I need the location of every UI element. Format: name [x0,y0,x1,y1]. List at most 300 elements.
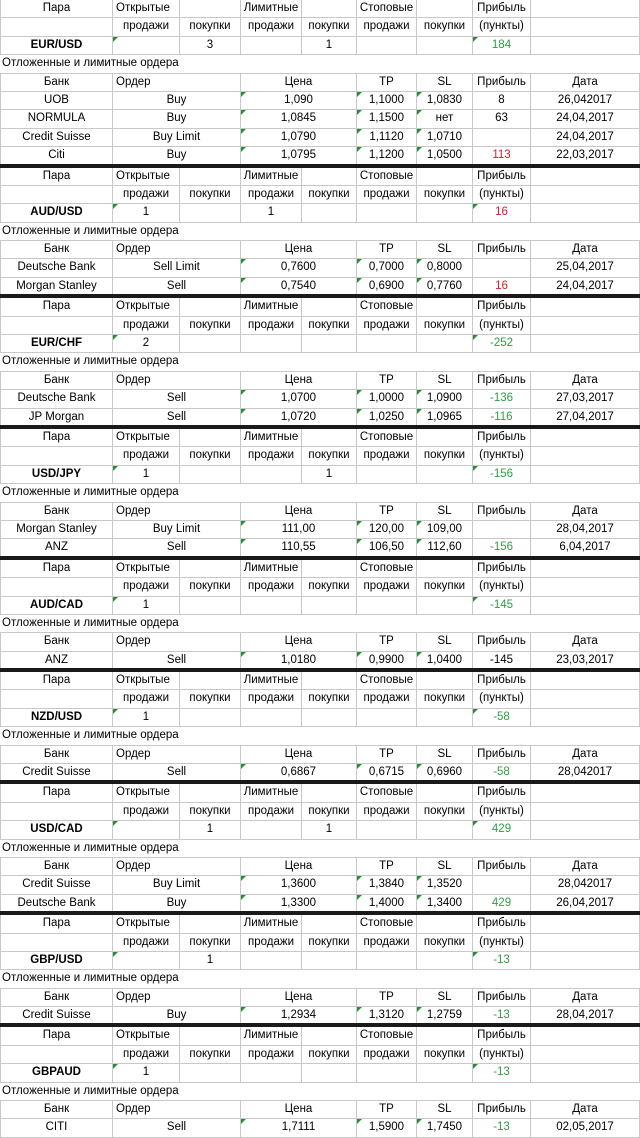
summary-profit[interactable]: -58 [473,709,531,726]
header-cell[interactable] [531,186,640,203]
header-profit[interactable]: Прибыль [473,298,531,315]
order-tp[interactable]: 0,9900 [357,652,417,668]
header-order-profit[interactable]: Прибыль [473,241,531,258]
stop-sell-count[interactable] [357,37,417,54]
header-date[interactable]: Дата [531,989,640,1006]
header-order[interactable]: Ордер [113,858,241,875]
header-cell[interactable] [417,429,473,446]
summary-cell[interactable] [531,597,640,614]
header-cell[interactable] [302,168,357,185]
order-profit[interactable]: 63 [473,110,531,127]
header-price[interactable]: Цена [241,241,357,258]
header-date[interactable]: Дата [531,503,640,520]
header-bank[interactable]: Банк [0,633,113,650]
header-open-sell[interactable]: продажи [113,1046,180,1063]
order-sl[interactable]: 1,3400 [417,895,473,911]
header-cell[interactable] [531,429,640,446]
header-open-sell[interactable]: продажи [113,934,180,951]
header-points[interactable]: (пункты) [473,317,531,334]
order-price[interactable]: 1,0795 [241,147,357,163]
order-tp[interactable]: 1,0000 [357,390,417,407]
header-cell[interactable] [0,18,113,35]
stop-buy-count[interactable] [417,37,473,54]
order-bank[interactable]: Credit Suisse [0,764,113,780]
header-cell[interactable] [302,672,357,689]
order-profit[interactable]: -145 [473,652,531,668]
header-bank[interactable]: Банк [0,858,113,875]
order-date[interactable]: 6,04,2017 [531,539,640,555]
header-sl[interactable]: SL [417,74,473,91]
limit-sell-count[interactable] [241,821,302,838]
header-cell[interactable] [302,915,357,932]
header-profit[interactable]: Прибыль [473,672,531,689]
header-limit-sell[interactable]: продажи [241,934,302,951]
header-cell[interactable] [531,915,640,932]
order-bank[interactable]: JP Morgan [0,409,113,425]
header-open[interactable]: Открытые [113,0,180,17]
header-limit-buy[interactable]: покупки [302,690,357,707]
order-date[interactable]: 24,04,2017 [531,110,640,127]
order-bank[interactable]: CITI [0,1119,113,1136]
open-sell-count[interactable]: 1 [113,1064,180,1081]
header-order[interactable]: Ордер [113,372,241,389]
order-price[interactable]: 0,6867 [241,764,357,780]
order-date[interactable]: 27,04,2017 [531,409,640,425]
header-order[interactable]: Ордер [113,74,241,91]
header-stop[interactable]: Стоповые [357,784,417,801]
header-date[interactable]: Дата [531,858,640,875]
header-cell[interactable] [0,317,113,334]
header-open-sell[interactable]: продажи [113,690,180,707]
open-sell-count[interactable]: 1 [113,709,180,726]
header-tp[interactable]: TP [357,1101,417,1118]
open-buy-count[interactable] [180,1064,241,1081]
order-tp[interactable]: 1,1200 [357,147,417,163]
header-cell[interactable] [531,317,640,334]
order-tp[interactable]: 1,5900 [357,1119,417,1136]
header-cell[interactable] [531,803,640,820]
header-open-sell[interactable]: продажи [113,447,180,464]
limit-buy-count[interactable] [302,335,357,352]
header-open-buy[interactable]: покупки [180,803,241,820]
header-open-buy[interactable]: покупки [180,934,241,951]
order-profit[interactable] [473,876,531,893]
header-order-profit[interactable]: Прибыль [473,372,531,389]
header-stop-sell[interactable]: продажи [357,186,417,203]
header-points[interactable]: (пункты) [473,934,531,951]
order-bank[interactable]: Morgan Stanley [0,521,113,538]
order-date[interactable]: 26,042017 [531,92,640,109]
order-profit[interactable]: -116 [473,409,531,425]
order-profit[interactable] [473,521,531,538]
summary-profit[interactable]: 429 [473,821,531,838]
stop-sell-count[interactable] [357,952,417,969]
header-cell[interactable] [531,934,640,951]
header-cell[interactable] [531,1027,640,1044]
order-bank[interactable]: ANZ [0,652,113,668]
order-tp[interactable]: 0,7000 [357,259,417,276]
header-profit[interactable]: Прибыль [473,429,531,446]
header-price[interactable]: Цена [241,989,357,1006]
header-sl[interactable]: SL [417,746,473,763]
summary-cell[interactable] [531,37,640,54]
order-type[interactable]: Sell [113,409,241,425]
header-bank[interactable]: Банк [0,989,113,1006]
order-type[interactable]: Buy [113,147,241,163]
limit-sell-count[interactable] [241,952,302,969]
header-cell[interactable] [531,672,640,689]
header-cell[interactable] [531,168,640,185]
header-limit-sell[interactable]: продажи [241,18,302,35]
header-limit-buy[interactable]: покупки [302,578,357,595]
header-bank[interactable]: Банк [0,74,113,91]
order-tp[interactable]: 1,1000 [357,92,417,109]
header-open-sell[interactable]: продажи [113,186,180,203]
header-stop-buy[interactable]: покупки [417,18,473,35]
summary-cell[interactable] [531,204,640,221]
order-type[interactable]: Buy Limit [113,876,241,893]
order-date[interactable]: 26,04,2017 [531,895,640,911]
header-stop-buy[interactable]: покупки [417,317,473,334]
pair-name[interactable]: USD/JPY [0,466,113,483]
header-cell[interactable] [302,429,357,446]
header-profit[interactable]: Прибыль [473,0,531,17]
header-cell[interactable] [417,298,473,315]
header-open[interactable]: Открытые [113,784,180,801]
header-points[interactable]: (пункты) [473,447,531,464]
summary-cell[interactable] [531,821,640,838]
header-price[interactable]: Цена [241,633,357,650]
order-sl[interactable]: 109,00 [417,521,473,538]
header-limit-sell[interactable]: продажи [241,447,302,464]
header-stop-sell[interactable]: продажи [357,934,417,951]
order-price[interactable]: 1,3300 [241,895,357,911]
order-profit[interactable] [473,259,531,276]
header-tp[interactable]: TP [357,372,417,389]
header-pair[interactable]: Пара [0,915,113,932]
limit-buy-count[interactable] [302,204,357,221]
header-price[interactable]: Цена [241,372,357,389]
order-bank[interactable]: UOB [0,92,113,109]
header-stop-sell[interactable]: продажи [357,578,417,595]
header-open[interactable]: Открытые [113,672,180,689]
header-tp[interactable]: TP [357,858,417,875]
open-sell-count[interactable] [113,952,180,969]
header-open[interactable]: Открытые [113,560,180,577]
header-limit-buy[interactable]: покупки [302,186,357,203]
header-date[interactable]: Дата [531,633,640,650]
pair-name[interactable]: GBP/USD [0,952,113,969]
limit-buy-count[interactable] [302,1064,357,1081]
header-open-sell[interactable]: продажи [113,317,180,334]
header-points[interactable]: (пункты) [473,186,531,203]
order-tp[interactable]: 1,3840 [357,876,417,893]
header-profit[interactable]: Прибыль [473,784,531,801]
header-stop-sell[interactable]: продажи [357,447,417,464]
order-date[interactable]: 28,04,2017 [531,521,640,538]
header-stop-buy[interactable]: покупки [417,690,473,707]
order-sl[interactable]: нет [417,110,473,127]
header-date[interactable]: Дата [531,1101,640,1118]
header-sl[interactable]: SL [417,241,473,258]
header-cell[interactable] [417,168,473,185]
stop-buy-count[interactable] [417,597,473,614]
header-open-buy[interactable]: покупки [180,186,241,203]
order-price[interactable]: 0,7600 [241,259,357,276]
header-order[interactable]: Ордер [113,1101,241,1118]
header-cell[interactable] [531,1046,640,1063]
header-limit-sell[interactable]: продажи [241,578,302,595]
header-order-profit[interactable]: Прибыль [473,858,531,875]
order-date[interactable]: 27,03,2017 [531,390,640,407]
limit-buy-count[interactable]: 1 [302,821,357,838]
order-type[interactable]: Sell [113,1119,241,1136]
open-sell-count[interactable]: 1 [113,204,180,221]
order-bank[interactable]: Citi [0,147,113,163]
order-sl[interactable]: 1,0900 [417,390,473,407]
header-cell[interactable] [180,0,241,17]
header-open-buy[interactable]: покупки [180,578,241,595]
header-stop-buy[interactable]: покупки [417,186,473,203]
header-stop-sell[interactable]: продажи [357,1046,417,1063]
order-sl[interactable]: 1,0710 [417,129,473,146]
header-stop-buy[interactable]: покупки [417,578,473,595]
order-profit[interactable]: 16 [473,278,531,294]
order-profit[interactable] [473,129,531,146]
header-cell[interactable] [531,784,640,801]
header-points[interactable]: (пункты) [473,18,531,35]
header-price[interactable]: Цена [241,746,357,763]
stop-sell-count[interactable] [357,204,417,221]
header-stop[interactable]: Стоповые [357,298,417,315]
header-limit[interactable]: Лимитные [241,560,302,577]
header-bank[interactable]: Банк [0,503,113,520]
stop-buy-count[interactable] [417,466,473,483]
header-sl[interactable]: SL [417,1101,473,1118]
header-cell[interactable] [180,1027,241,1044]
header-open-buy[interactable]: покупки [180,317,241,334]
limit-sell-count[interactable] [241,37,302,54]
header-tp[interactable]: TP [357,503,417,520]
header-limit[interactable]: Лимитные [241,298,302,315]
header-limit[interactable]: Лимитные [241,915,302,932]
header-cell[interactable] [0,447,113,464]
header-cell[interactable] [531,298,640,315]
order-bank[interactable]: ANZ [0,539,113,555]
pair-name[interactable]: EUR/USD [0,37,113,54]
order-sl[interactable]: 1,0500 [417,147,473,163]
header-cell[interactable] [302,560,357,577]
order-sl[interactable]: 1,0965 [417,409,473,425]
order-price[interactable]: 0,7540 [241,278,357,294]
header-limit[interactable]: Лимитные [241,784,302,801]
order-date[interactable]: 02,05,2017 [531,1119,640,1136]
order-tp[interactable]: 0,6900 [357,278,417,294]
order-bank[interactable]: NORMULA [0,110,113,127]
header-limit-buy[interactable]: покупки [302,1046,357,1063]
header-bank[interactable]: Банк [0,746,113,763]
order-sl[interactable]: 0,6960 [417,764,473,780]
open-buy-count[interactable] [180,597,241,614]
header-profit[interactable]: Прибыль [473,915,531,932]
pair-name[interactable]: USD/CAD [0,821,113,838]
order-type[interactable]: Sell [113,278,241,294]
order-tp[interactable]: 1,1500 [357,110,417,127]
order-bank[interactable]: Deutsche Bank [0,259,113,276]
header-order-profit[interactable]: Прибыль [473,74,531,91]
header-cell[interactable] [180,298,241,315]
header-limit-sell[interactable]: продажи [241,1046,302,1063]
order-profit[interactable]: -13 [473,1007,531,1023]
header-stop-sell[interactable]: продажи [357,317,417,334]
header-profit[interactable]: Прибыль [473,1027,531,1044]
header-order[interactable]: Ордер [113,746,241,763]
header-open[interactable]: Открытые [113,429,180,446]
header-cell[interactable] [180,915,241,932]
order-type[interactable]: Buy [113,110,241,127]
summary-profit[interactable]: -156 [473,466,531,483]
header-cell[interactable] [0,1046,113,1063]
stop-buy-count[interactable] [417,1064,473,1081]
stop-sell-count[interactable] [357,466,417,483]
header-sl[interactable]: SL [417,372,473,389]
order-type[interactable]: Sell [113,652,241,668]
header-cell[interactable] [531,578,640,595]
summary-profit[interactable]: -252 [473,335,531,352]
header-points[interactable]: (пункты) [473,578,531,595]
header-points[interactable]: (пункты) [473,803,531,820]
header-limit[interactable]: Лимитные [241,0,302,17]
order-type[interactable]: Buy [113,1007,241,1023]
summary-profit[interactable]: 16 [473,204,531,221]
header-order-profit[interactable]: Прибыль [473,503,531,520]
header-price[interactable]: Цена [241,503,357,520]
order-price[interactable]: 1,090 [241,92,357,109]
header-pair[interactable]: Пара [0,0,113,17]
summary-cell[interactable] [531,1064,640,1081]
header-tp[interactable]: TP [357,746,417,763]
order-tp[interactable]: 120,00 [357,521,417,538]
order-sl[interactable]: 1,2759 [417,1007,473,1023]
header-pair[interactable]: Пара [0,168,113,185]
header-limit-sell[interactable]: продажи [241,803,302,820]
header-cell[interactable] [302,784,357,801]
order-bank[interactable]: Credit Suisse [0,129,113,146]
header-date[interactable]: Дата [531,372,640,389]
order-profit[interactable]: -156 [473,539,531,555]
header-bank[interactable]: Банк [0,1101,113,1118]
order-sl[interactable]: 112,60 [417,539,473,555]
header-cell[interactable] [180,784,241,801]
header-cell[interactable] [302,0,357,17]
header-stop[interactable]: Стоповые [357,1027,417,1044]
order-date[interactable]: 28,042017 [531,876,640,893]
header-limit-buy[interactable]: покупки [302,803,357,820]
pair-name[interactable]: AUD/USD [0,204,113,221]
header-cell[interactable] [417,560,473,577]
order-tp[interactable]: 1,3120 [357,1007,417,1023]
summary-profit[interactable]: -13 [473,952,531,969]
limit-sell-count[interactable] [241,1064,302,1081]
header-cell[interactable] [180,429,241,446]
header-order-profit[interactable]: Прибыль [473,1101,531,1118]
order-date[interactable]: 28,042017 [531,764,640,780]
header-cell[interactable] [0,803,113,820]
header-cell[interactable] [302,298,357,315]
open-buy-count[interactable]: 3 [180,37,241,54]
order-sl[interactable]: 1,0830 [417,92,473,109]
header-stop-sell[interactable]: продажи [357,803,417,820]
header-cell[interactable] [302,1027,357,1044]
summary-profit[interactable]: 184 [473,37,531,54]
stop-sell-count[interactable] [357,821,417,838]
order-tp[interactable]: 106,50 [357,539,417,555]
stop-buy-count[interactable] [417,204,473,221]
order-type[interactable]: Buy Limit [113,129,241,146]
order-profit[interactable]: 429 [473,895,531,911]
header-pair[interactable]: Пара [0,429,113,446]
header-cell[interactable] [417,672,473,689]
pair-name[interactable]: GBPAUD [0,1064,113,1081]
order-type[interactable]: Sell [113,539,241,555]
header-order[interactable]: Ордер [113,241,241,258]
stop-buy-count[interactable] [417,952,473,969]
header-sl[interactable]: SL [417,503,473,520]
limit-sell-count[interactable]: 1 [241,204,302,221]
order-sl[interactable]: 0,8000 [417,259,473,276]
header-limit-buy[interactable]: покупки [302,934,357,951]
header-stop-buy[interactable]: покупки [417,934,473,951]
open-buy-count[interactable] [180,709,241,726]
header-stop-buy[interactable]: покупки [417,447,473,464]
header-stop[interactable]: Стоповые [357,560,417,577]
order-date[interactable]: 23,03,2017 [531,652,640,668]
limit-sell-count[interactable] [241,466,302,483]
order-price[interactable]: 1,3600 [241,876,357,893]
header-cell[interactable] [531,0,640,17]
order-date[interactable]: 25,04,2017 [531,259,640,276]
order-price[interactable]: 111,00 [241,521,357,538]
order-date[interactable]: 24,04,2017 [531,129,640,146]
header-open-sell[interactable]: продажи [113,803,180,820]
order-price[interactable]: 1,0180 [241,652,357,668]
open-buy-count[interactable]: 1 [180,821,241,838]
header-pair[interactable]: Пара [0,672,113,689]
header-open-sell[interactable]: продажи [113,578,180,595]
header-date[interactable]: Дата [531,241,640,258]
order-date[interactable]: 24,04,2017 [531,278,640,294]
header-sl[interactable]: SL [417,633,473,650]
header-cell[interactable] [180,672,241,689]
header-stop-buy[interactable]: покупки [417,803,473,820]
order-price[interactable]: 1,2934 [241,1007,357,1023]
limit-buy-count[interactable]: 1 [302,466,357,483]
header-cell[interactable] [0,934,113,951]
header-limit-buy[interactable]: покупки [302,447,357,464]
header-pair[interactable]: Пара [0,1027,113,1044]
order-bank[interactable]: Deutsche Bank [0,390,113,407]
header-cell[interactable] [531,18,640,35]
header-limit[interactable]: Лимитные [241,429,302,446]
order-profit[interactable]: -58 [473,764,531,780]
header-limit-sell[interactable]: продажи [241,317,302,334]
header-tp[interactable]: TP [357,633,417,650]
header-limit-sell[interactable]: продажи [241,186,302,203]
header-order-profit[interactable]: Прибыль [473,989,531,1006]
stop-sell-count[interactable] [357,597,417,614]
limit-sell-count[interactable] [241,335,302,352]
header-open[interactable]: Открытые [113,168,180,185]
